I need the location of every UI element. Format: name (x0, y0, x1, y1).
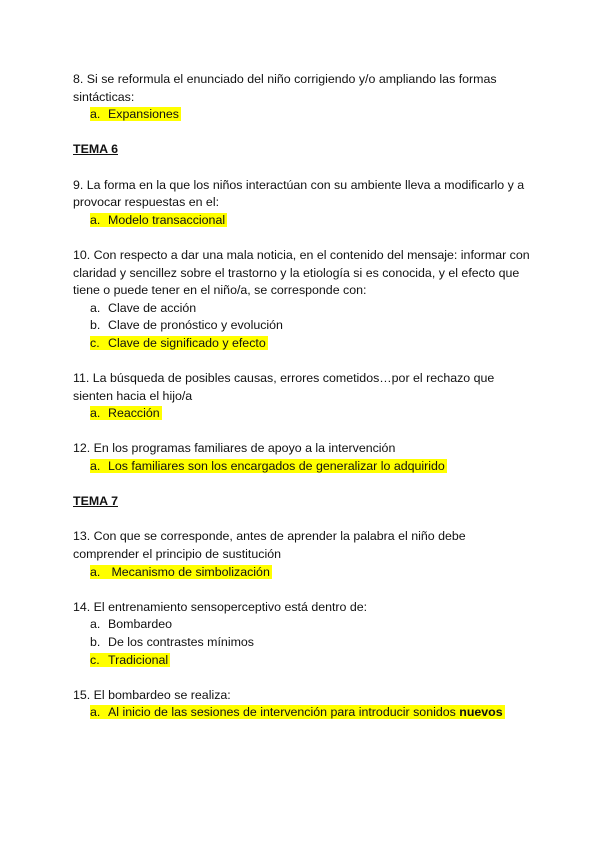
answer-option (73, 616, 533, 634)
option-letter: a. (90, 406, 101, 421)
answer-option (73, 652, 533, 670)
question-15-options (73, 704, 533, 722)
topic-heading-7: TEMA 7 (73, 494, 118, 509)
option-text: Modelo transaccional (108, 212, 226, 227)
question-9-options (73, 212, 533, 230)
option-text: Clave de pronóstico y evolución (108, 318, 283, 333)
option-text: Al inicio de las sesiones de intervención para introducir sonidos (108, 705, 460, 720)
option-text: Expansiones (108, 107, 179, 122)
answer-option (73, 212, 533, 230)
option-text: Tradicional (108, 652, 169, 667)
question-8-options (73, 106, 533, 124)
highlighted-answer (90, 406, 162, 420)
question-8: 8. Si se reformula el enunciado del niño corrigiendo y/o ampliando las formas sintácticas: (73, 72, 497, 104)
option-letter: a. (90, 459, 101, 474)
option-text: Clave de significado y efecto (108, 335, 266, 350)
option-bold-word: nuevos (459, 705, 503, 720)
option-letter: c. (90, 652, 100, 667)
question-13-options (73, 564, 533, 582)
highlighted-answer (90, 107, 181, 121)
option-letter: a. (90, 212, 101, 227)
answer-option (73, 458, 533, 476)
option-text: Clave de acción (108, 300, 197, 315)
question-15: 15. El bombardeo se realiza: (73, 687, 231, 702)
topic-heading-6: TEMA 6 (73, 142, 118, 157)
option-letter: a. (90, 300, 101, 315)
option-letter: a. (90, 564, 101, 579)
question-14-options (73, 616, 533, 669)
question-10-options (73, 300, 533, 353)
answer-option (73, 106, 533, 124)
answer-option (73, 405, 533, 423)
highlighted-answer (90, 213, 227, 227)
question-12-options (73, 458, 533, 476)
question-13: 13. Con que se corresponde, antes de aprender la palabra el niño debe comprender el principio de sustitución (73, 529, 466, 562)
option-text: Bombardeo (108, 617, 173, 632)
question-10: 10. Con respecto a dar una mala noticia, en el contenido del mensaje: informar con claridad y sencillez sobre el trastorno y la etiología si es conocida, y el efecto que tiene o puede tener en el niño/a, se corresponde con: (73, 247, 530, 298)
highlighted-answer (90, 653, 170, 667)
option-letter: a. (90, 617, 101, 632)
answer-option (73, 564, 533, 582)
answer-option (73, 335, 533, 353)
option-letter: c. (90, 335, 100, 350)
highlighted-answer (90, 336, 268, 350)
answer-option (73, 634, 533, 652)
highlighted-answer (90, 565, 272, 579)
question-12: 12. En los programas familiares de apoyo a la intervención (73, 441, 396, 456)
question-11: 11. La búsqueda de posibles causas, errores cometidos…por el rechazo que sienten hacia el hijo/a (73, 371, 495, 403)
option-letter: b. (90, 318, 101, 333)
answer-option (73, 300, 533, 318)
option-letter: a. (90, 705, 101, 720)
option-text: Reacción (108, 406, 160, 421)
option-letter: a. (90, 107, 101, 122)
option-text: Mecanismo de simbolización (108, 564, 270, 579)
question-9: 9. La forma en la que los niños interactúan con su ambiente lleva a modificarlo y a provocar respuestas en el: (73, 177, 525, 210)
option-text: De los contrastes mínimos (108, 635, 254, 649)
answer-option (73, 317, 533, 335)
option-text: Los familiares son los encargados de generalizar lo adquirido (108, 459, 445, 474)
option-letter: b. (90, 635, 101, 649)
highlighted-answer (90, 459, 447, 473)
highlighted-answer (90, 705, 505, 719)
document-page (73, 71, 533, 722)
answer-option (73, 704, 533, 722)
question-11-options (73, 405, 533, 423)
question-14: 14. El entrenamiento sensoperceptivo está dentro de: (73, 599, 368, 614)
